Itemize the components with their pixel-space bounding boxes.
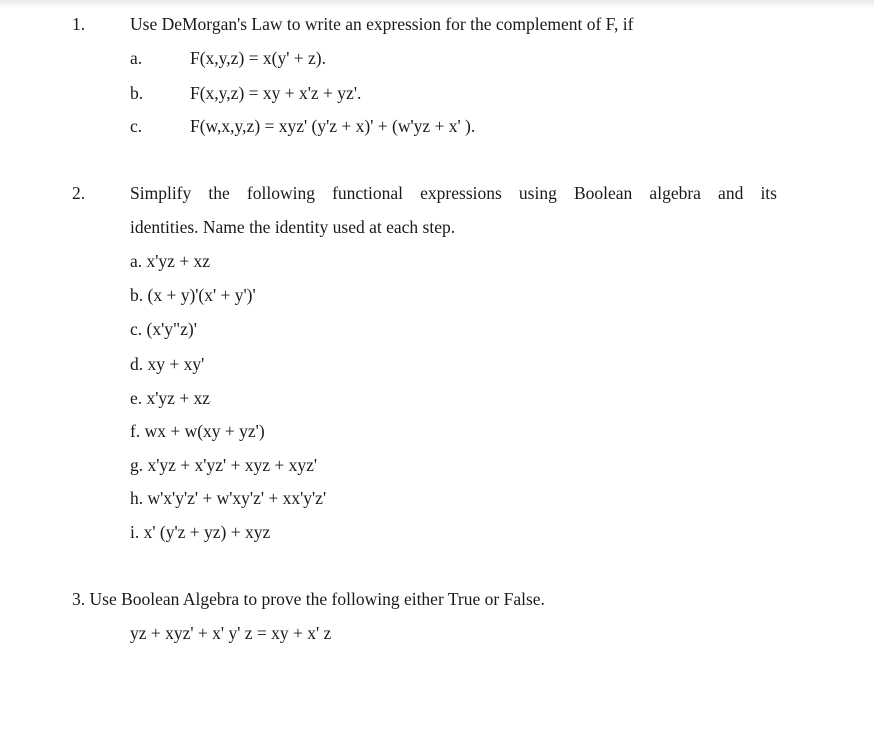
question-2-number: 2. (72, 183, 86, 203)
question-3-equation: yz + xyz' + x' y' z = xy + x' z (130, 623, 332, 643)
question-3-prompt: 3. Use Boolean Algebra to prove the following either True or False. (72, 589, 545, 609)
question-2-item-h: h. w'x'y'z' + w'xy'z' + xx'y'z' (130, 488, 327, 508)
question-2-prompt-line-1: Simplify the following functional expressions using Boolean algebra and its (130, 183, 777, 203)
question-2-item-f: f. wx + w(xy + yz') (130, 421, 265, 441)
question-1-item-c-label: c. (130, 116, 143, 136)
question-1-item-c-expression: F(w,x,y,z) = xyz' (y'z + x)' + (w'yz + x' ). (190, 116, 476, 136)
question-2-item-g: g. x'yz + x'yz' + xyz + xyz' (130, 455, 318, 475)
top-edge-shadow (0, 0, 874, 8)
question-2-item-i: i. x' (y'z + yz) + xyz (130, 522, 271, 542)
question-1-prompt: Use DeMorgan's Law to write an expression for the complement of F, if (130, 14, 634, 34)
question-2-prompt-line-2: identities. Name the identity used at each step. (130, 217, 456, 237)
question-1-item-b-expression: F(x,y,z) = xy + x'z + yz'. (190, 83, 362, 103)
question-1-item-a-expression: F(x,y,z) = x(y' + z). (190, 48, 326, 68)
question-1-item-b-label: b. (130, 83, 144, 103)
question-1-item-a-label: a. (130, 48, 143, 68)
question-2-item-e: e. x'yz + xz (130, 388, 211, 408)
question-2-item-a: a. x'yz + xz (130, 251, 211, 271)
question-2-item-d: d. xy + xy' (130, 354, 205, 374)
question-2-item-c: c. (x'y"z)' (130, 319, 197, 339)
question-2-item-b: b. (x + y)'(x' + y')' (130, 285, 256, 305)
question-1-number: 1. (72, 14, 86, 34)
